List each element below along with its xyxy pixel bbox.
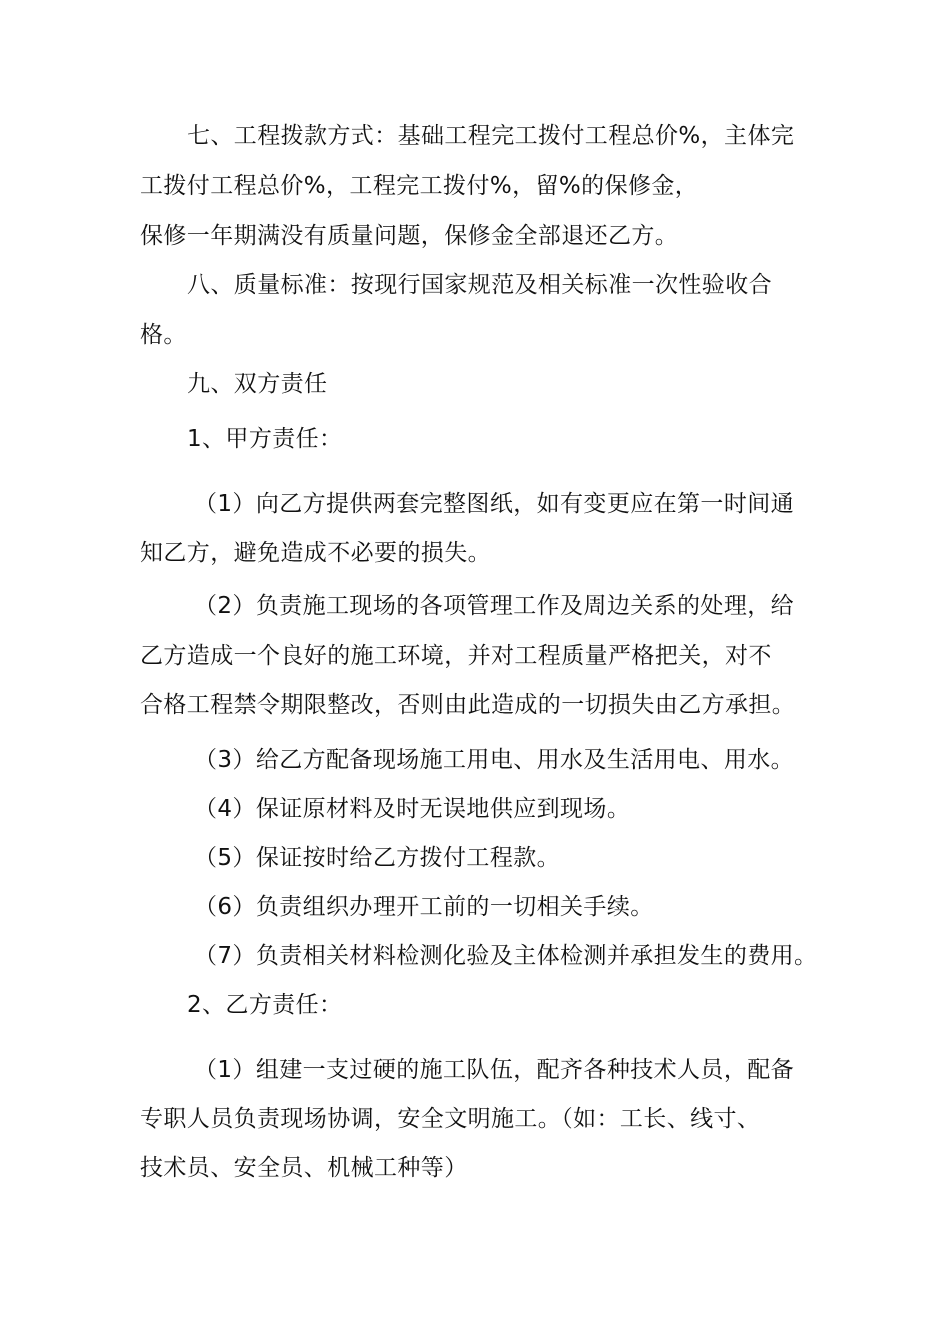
party-b-item-1-line-1: （1）组建一支过硬的施工队伍，配齐各种技术人员，配备 bbox=[194, 1057, 795, 1083]
party-a-item-2-line-2: 乙方造成一个良好的施工环境，并对工程质量严格把关，对不 bbox=[140, 643, 772, 669]
clause-8-line-1: 八、质量标准：按现行国家规范及相关标准一次性验收合 bbox=[187, 272, 772, 298]
party-b-item-1-line-2: 专职人员负责现场协调，安全文明施工。（如：工长、线寸、 bbox=[140, 1106, 761, 1132]
clause-7-line-3: 保修一年期满没有质量问题，保修金全部退还乙方。 bbox=[140, 223, 679, 249]
clause-7-line-2: 工拨付工程总价%，工程完工拨付%，留%的保修金， bbox=[140, 173, 699, 199]
clause-7-line-1: 七、工程拨款方式：基础工程完工拨付工程总价%，主体完 bbox=[187, 123, 795, 149]
party-a-item-1-line-1: （1）向乙方提供两套完整图纸，如有变更应在第一时间通 bbox=[194, 491, 795, 517]
party-a-item-6: （6）负责组织办理开工前的一切相关手续。 bbox=[194, 894, 654, 920]
clause-8-line-2: 格。 bbox=[140, 322, 187, 348]
party-a-heading: 1、甲方责任： bbox=[187, 426, 343, 452]
party-a-item-5: （5）保证按时给乙方拨付工程款。 bbox=[194, 845, 561, 871]
clause-9-heading: 九、双方责任 bbox=[187, 371, 328, 397]
party-a-item-4: （4）保证原材料及时无误地供应到现场。 bbox=[194, 796, 631, 822]
party-a-item-2-line-3: 合格工程禁令期限整改，否则由此造成的一切损失由乙方承担。 bbox=[140, 692, 796, 718]
party-b-item-1-line-3: 技术员、安全员、机械工种等） bbox=[140, 1155, 468, 1181]
party-a-item-1-line-2: 知乙方，避免造成不必要的损失。 bbox=[140, 540, 491, 566]
party-a-item-7: （7）负责相关材料检测化验及主体检测并承担发生的费用。 bbox=[194, 943, 818, 969]
party-b-heading: 2、乙方责任： bbox=[187, 992, 343, 1018]
party-a-item-3: （3）给乙方配备现场施工用电、用水及生活用电、用水。 bbox=[194, 747, 795, 773]
party-a-item-2-line-1: （2）负责施工现场的各项管理工作及周边关系的处理，给 bbox=[194, 593, 795, 619]
